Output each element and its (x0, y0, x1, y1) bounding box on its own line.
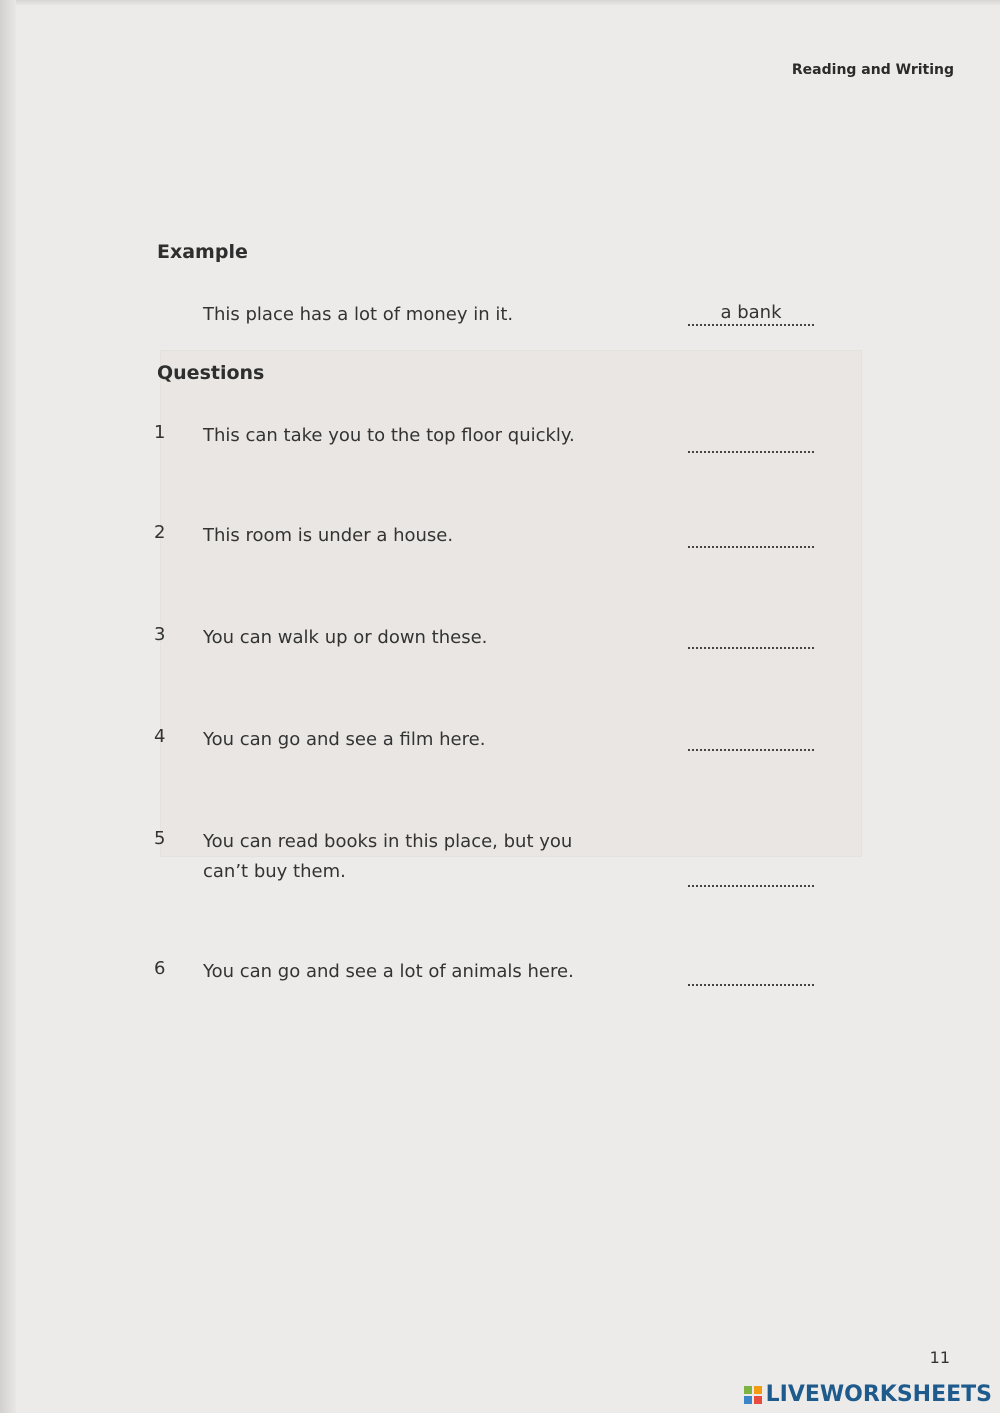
example-text: This place has a lot of money in it. (203, 304, 514, 325)
questions-heading: Questions (157, 362, 265, 384)
answer-input-1[interactable] (688, 429, 814, 453)
question-number: 2 (154, 522, 166, 543)
question-text: You can go and see a lot of animals here. (203, 961, 574, 982)
liveworksheets-logo (744, 1382, 992, 1407)
question-number: 1 (154, 422, 166, 443)
example-answer: a bank (688, 302, 814, 326)
page-edge-top (0, 0, 1000, 6)
liveworksheets-logo-text: LIVEWORKSHEETS (765, 1382, 992, 1407)
page-number: 11 (929, 1348, 950, 1367)
answer-input-6[interactable] (688, 962, 814, 986)
example-heading: Example (157, 241, 248, 263)
question-text: You can walk up or down these. (203, 627, 488, 648)
answer-input-4[interactable] (688, 727, 814, 751)
question-text: This can take you to the top floor quickly. (203, 425, 575, 446)
question-number: 3 (154, 624, 166, 645)
liveworksheets-logo-icon (744, 1386, 762, 1404)
question-text: You can read books in this place, but you can’t buy them. (203, 831, 573, 882)
question-number: 4 (154, 726, 166, 747)
answer-input-2[interactable] (688, 524, 814, 548)
question-text: This room is under a house. (203, 525, 454, 546)
question-number: 5 (154, 828, 166, 849)
question-number: 6 (154, 958, 166, 979)
section-header-title: Reading and Writing (791, 62, 954, 78)
answer-input-3[interactable] (688, 625, 814, 649)
question-text: You can go and see a film here. (203, 729, 486, 750)
answer-input-5[interactable] (688, 863, 814, 887)
page-edge-left (0, 0, 16, 1413)
